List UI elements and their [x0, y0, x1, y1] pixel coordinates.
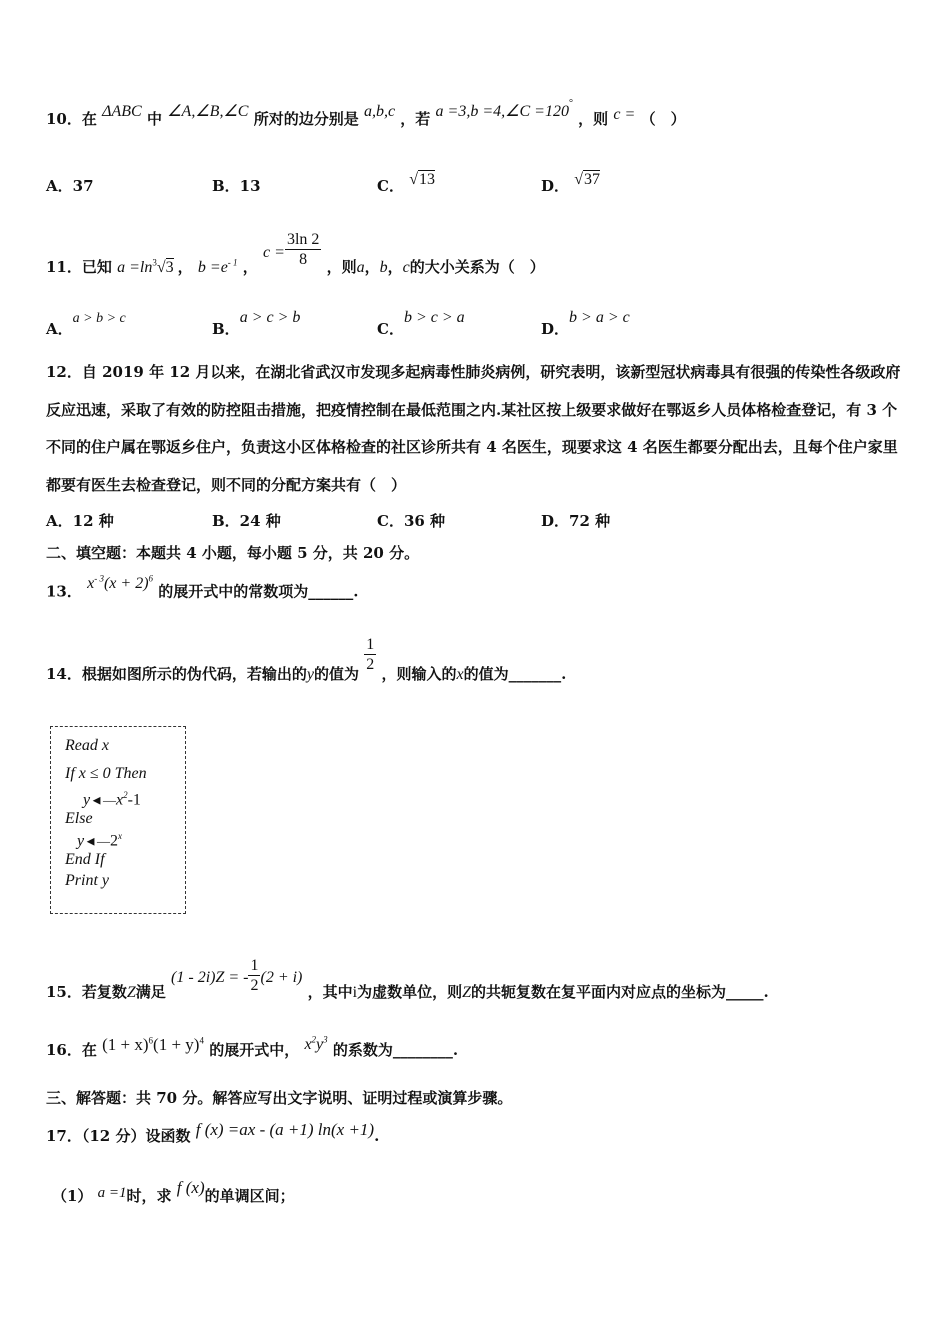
q11-stem [46, 222, 545, 276]
q16-expression [102, 1035, 204, 1054]
q15-number: 15．若复数 [46, 982, 127, 1001]
q13-exp-2: 6 [148, 574, 154, 584]
q14-text-2: ，则输入的 [381, 664, 457, 683]
q15-text-3: 为虚数单位，则 [357, 982, 463, 1001]
q16-factor-2: (1 + y) [153, 1035, 200, 1054]
q16-power-1: 6 [148, 1035, 154, 1046]
q10-text-4: ，则 [578, 110, 609, 128]
q16-number: 16．在 [46, 1041, 97, 1059]
q12-option-a: A．12 种 [46, 512, 114, 530]
q11-text-1: ，则 [326, 257, 357, 276]
q17-part-1 [52, 1178, 295, 1206]
q11-option-b-value: a > c > b [239, 309, 301, 326]
q14-text-1: 的值为 [314, 664, 360, 683]
q10-option-d-sqrt: √37 [574, 171, 601, 188]
q11-c-fraction [285, 230, 321, 271]
q11-option-b [212, 309, 301, 339]
q14-var-y: y [306, 665, 314, 683]
q16-monomial [304, 1036, 327, 1053]
q11-sep-1: ， [177, 257, 193, 276]
q16-mono-p2: 3 [323, 1034, 328, 1045]
q12-option-d: D．72 种 [541, 512, 611, 530]
q17-dot: . [374, 1127, 380, 1145]
q10-option-a: A．37 [46, 177, 94, 195]
q15-var-i: i [352, 983, 358, 1001]
code-line-5-base: 2 [109, 832, 118, 850]
q12-stem: 12．自 2019 年 12 月以来，在湖北省武汉市发现多起病毒性肺炎病例，研究表明，该新型冠状病毒具有很强的传染性各级政府反应迅速，采取了有效的防控阻击措施，把疫情控制在最低范围之内.某社区按上级要求做好在鄂返乡人员体格检查登记，有 3 个不同的住户属在鄂返乡住户，负责这小区体格检查的社区诊所共有 4 名医生，现要求这 4 名医生都要分配出去，且每个住户家里都要有医生去检查登记，则不同的分配方案共有（ ） [46, 363, 901, 494]
q11-option-c-label: C． [377, 320, 404, 338]
q11-var-b: b [379, 258, 388, 276]
q15-frac-numerator: 1 [248, 956, 260, 976]
q16-mono-x: x [304, 1036, 312, 1053]
q10-mid-text: 中 [146, 110, 162, 128]
q17-part-1-function: f (x) [176, 1178, 205, 1197]
q11-b-exponent: - 1 [227, 257, 238, 268]
q16-power-2: 4 [199, 1035, 204, 1046]
q11-a-expr-text: a =ln [117, 258, 153, 276]
q11-comma-2: ， [387, 257, 403, 276]
q15-stem [46, 948, 769, 1001]
code-line-if: If x ≤ 0 Then [65, 765, 147, 782]
arrow-left-icon: ◄— [90, 792, 116, 808]
q14-var-x: x [456, 665, 464, 683]
q15-var-z2: Z [462, 983, 472, 1001]
q13-expression [87, 575, 153, 592]
q10-triangle: ΔABC [102, 103, 142, 120]
q17-function: f (x) =ax - (a +1) ln(x +1) [195, 1120, 375, 1139]
q11-option-c-value: b > c > a [403, 309, 465, 326]
q11-a-radicand: 3 [165, 258, 174, 276]
q17-number: 17．（12 分）设函数 [46, 1127, 191, 1145]
q15-text-4: 的共轭复数在复平面内对应点的坐标为_____. [471, 982, 769, 1001]
pseudocode-box [50, 726, 186, 914]
q10-paren: （ ） [640, 110, 686, 128]
q13-stem [46, 574, 359, 602]
q10-option-d [541, 171, 601, 196]
q10-text-2: 所对的边分别是 [253, 110, 359, 128]
q11-c-numerator: 3ln 2 [285, 230, 321, 250]
q13-x: x [87, 575, 95, 593]
q10-option-d-value: 37 [584, 171, 601, 188]
q14-frac-denominator: 2 [366, 656, 375, 674]
q14-number: 14．根据如图所示的伪代码，若输出的 [46, 664, 307, 683]
q10-option-c-value: 13 [418, 171, 435, 188]
q11-b-expr-text: b =e [197, 258, 228, 276]
q11-option-d [541, 309, 630, 339]
q11-var-c: c [402, 258, 410, 276]
code-line-5-exp: x [117, 831, 122, 841]
q15-text-2: ，其中 [307, 982, 353, 1001]
code-line-5-y: y [77, 832, 85, 850]
q17-part-1-condition: a =1 [97, 1185, 127, 1201]
q15-var-z: Z [126, 983, 136, 1001]
q11-option-d-value: b > a > c [569, 309, 630, 326]
q10-angles: ∠A,∠B,∠C [167, 103, 249, 120]
q10-condition: a =3,b =4,∠C =120 [435, 103, 569, 120]
q11-number: 11．已知 [46, 257, 112, 276]
q10-option-b: B．13 [212, 177, 261, 195]
q16-factor-1: (1 + x) [102, 1035, 149, 1054]
q14-text-3: 的值为_______. [463, 664, 567, 683]
q14-stem [46, 628, 567, 683]
q11-c-lhs: c = [263, 243, 285, 261]
q16-text-2: 的系数为________. [332, 1041, 459, 1059]
q10-option-d-label: D． [541, 177, 570, 195]
q10-sides: a,b,c [363, 103, 396, 120]
q10-degree: ° [568, 98, 573, 109]
section-3-heading: 三、解答题：共 70 分。解答应写出文字说明、证明过程或演算步骤。 [46, 1089, 513, 1107]
q14-fraction [364, 635, 376, 676]
q16-stem [46, 1034, 459, 1060]
q11-option-b-label: B． [212, 320, 240, 338]
q16-mono-p1: 2 [311, 1034, 317, 1045]
q11-a-index: 3 [152, 257, 157, 268]
code-line-print: Print y [65, 872, 109, 889]
q11-sep-2: ， [242, 257, 258, 276]
code-line-endif: End If [65, 851, 105, 868]
q17-part-1-number: （1） [52, 1187, 93, 1205]
q17-part-1-text-1: 时，求 [126, 1187, 172, 1205]
q12-option-b: B．24 种 [212, 512, 281, 530]
q10-option-c [377, 171, 435, 196]
q15-fraction [248, 956, 260, 997]
code-line-read: Read x [65, 737, 109, 754]
q11-a-expr: $a =\ln^3√3$ [117, 257, 174, 276]
q15-rhs: (2 + i) [260, 968, 303, 986]
code-line-3-y: y [83, 791, 91, 809]
q11-c-denominator: 8 [299, 251, 308, 269]
q10-c-eq: c = [613, 106, 636, 123]
q13-body: (x + 2) [103, 575, 149, 593]
code-line-else: Else [65, 810, 93, 827]
q15-text-1: 满足 [135, 982, 166, 1001]
q16-text-1: 的展开式中， [209, 1041, 300, 1059]
section-2-heading: 二、填空题：本题共 4 小题，每小题 5 分，共 20 分。 [46, 544, 420, 562]
q10-number: 10．在 [46, 110, 97, 128]
q15-frac-denominator: 2 [250, 977, 259, 995]
code-line-3-tail: -1 [127, 791, 141, 809]
code-line-assign-1 [83, 790, 141, 809]
q11-option-a [46, 311, 126, 339]
q17-stem [46, 1120, 380, 1146]
q11-option-a-label: A． [46, 320, 73, 338]
q11-option-d-label: D． [541, 320, 570, 338]
q11-text-2: 的大小关系为（ ） [409, 257, 545, 276]
q11-b-expr [198, 259, 238, 276]
q11-comma-1: ， [364, 257, 380, 276]
q14-frac-numerator: 1 [364, 635, 376, 655]
q13-text: 的展开式中的常数项为______. [158, 582, 359, 601]
arrow-left-icon-2: ◄— [84, 833, 110, 849]
q16-mono-y: y [316, 1036, 324, 1053]
q11-option-a-value: a > b > c [72, 311, 126, 326]
code-line-3-x: x [115, 791, 124, 809]
q13-exp-1: - 3 [94, 574, 104, 584]
q10-stem [46, 98, 686, 129]
q11-var-a: a [356, 258, 365, 276]
code-line-assign-2 [77, 831, 122, 850]
q11-option-c [377, 309, 465, 339]
q15-lhs: (1 - 2i)Z = - [171, 968, 249, 986]
q10-option-c-sqrt: √13 [409, 171, 435, 188]
q12-option-c: C．36 种 [377, 512, 446, 530]
q17-part-1-text-2: 的单调区间； [204, 1187, 295, 1205]
q13-number: 13． [46, 582, 82, 601]
q10-text-3: ，若 [400, 110, 431, 128]
code-line-3-exp: 2 [123, 790, 128, 800]
q10-option-c-label: C． [377, 177, 404, 195]
